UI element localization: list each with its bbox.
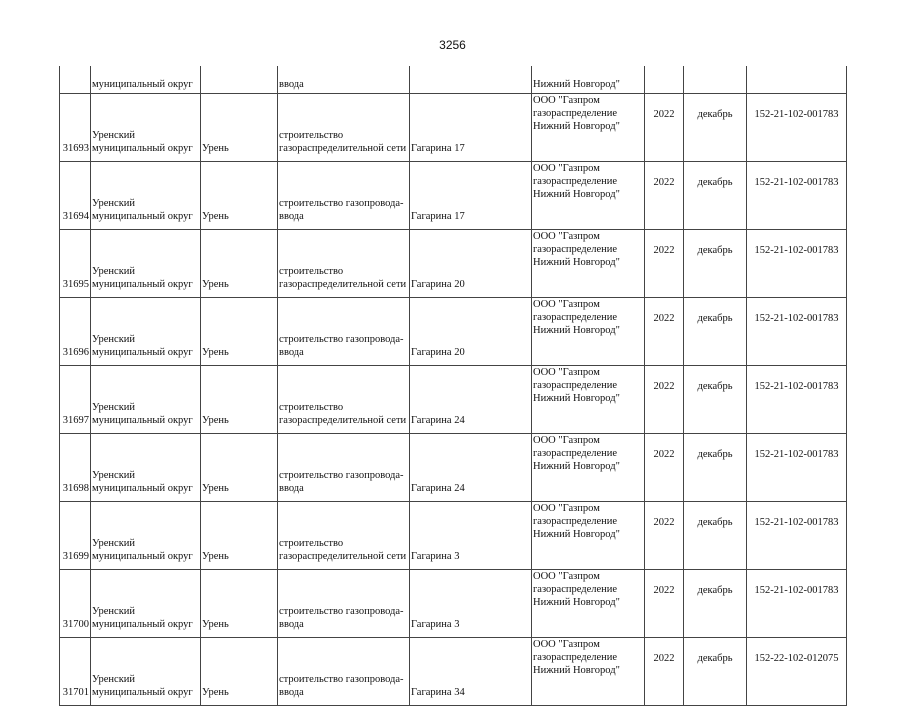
- table-row: [60, 434, 847, 502]
- table-row: [60, 94, 847, 162]
- cell-line: муниципальный округ: [92, 279, 193, 290]
- cell-locality: Урень: [201, 298, 278, 366]
- cell-code: 152-21-102-001783: [747, 94, 847, 162]
- cell-line: муниципальный округ: [92, 347, 193, 358]
- cell-line: газораспределительной сети: [279, 415, 407, 426]
- cell-line: Уренский: [92, 606, 136, 617]
- cell-locality: Урень: [201, 570, 278, 638]
- cell-year: 2022: [645, 366, 684, 434]
- cell-locality: Урень: [201, 230, 278, 298]
- cell-line: ООО "Газпром: [533, 367, 600, 378]
- cell-month: декабрь: [684, 298, 747, 366]
- cell-month: декабрь: [684, 570, 747, 638]
- cell-year: [645, 66, 684, 94]
- cell-locality: [201, 66, 278, 94]
- cell-line: Нижний Новгород": [533, 189, 620, 200]
- cell-line: Нижний Новгород": [533, 665, 620, 676]
- cell-line: Уренский: [92, 266, 136, 277]
- table-row: [60, 162, 847, 230]
- cell-year: 2022: [645, 298, 684, 366]
- cell-line: строительство газопровода-: [279, 334, 404, 345]
- cell-line: ввода: [279, 347, 304, 358]
- cell-line: ООО "Газпром: [533, 163, 600, 174]
- table-row: [60, 638, 847, 706]
- cell-year: 2022: [645, 638, 684, 706]
- cell-address: Гагарина 20: [410, 298, 532, 366]
- cell-organization: [532, 298, 645, 366]
- cell-line: газораспределение: [533, 516, 618, 527]
- cell-line: газораспределение: [533, 380, 618, 391]
- cell-municipality: [91, 94, 201, 162]
- table-row: [60, 502, 847, 570]
- cell-work: [278, 298, 410, 366]
- cell-month: декабрь: [684, 502, 747, 570]
- cell-municipality: [91, 162, 201, 230]
- cell-month: декабрь: [684, 434, 747, 502]
- cell-municipality: [91, 570, 201, 638]
- cell-num: 31697: [60, 366, 91, 434]
- cell-line: Нижний Новгород": [533, 393, 620, 404]
- cell-line: ООО "Газпром: [533, 299, 600, 310]
- cell-line: Уренский: [92, 130, 136, 141]
- cell-line: муниципальный округ: [92, 211, 193, 222]
- cell-num: 31694: [60, 162, 91, 230]
- cell-work: [278, 434, 410, 502]
- cell-address: [410, 66, 532, 94]
- cell-line: газораспределение: [533, 448, 618, 459]
- cell-line: Уренский: [92, 538, 136, 549]
- cell-work: [278, 162, 410, 230]
- cell-organization: [532, 638, 645, 706]
- cell-municipality: [91, 230, 201, 298]
- cell-line: ООО "Газпром: [533, 231, 600, 242]
- cell-line: ООО "Газпром: [533, 503, 600, 514]
- cell-line: строительство газопровода-: [279, 470, 404, 481]
- cell-municipality: муниципальный округ: [91, 66, 201, 94]
- cell-address: Гагарина 17: [410, 162, 532, 230]
- cell-line: Уренский: [92, 470, 136, 481]
- cell-year: 2022: [645, 162, 684, 230]
- cell-work: ввода: [278, 66, 410, 94]
- cell-organization: [532, 94, 645, 162]
- cell-year: 2022: [645, 502, 684, 570]
- cell-month: декабрь: [684, 230, 747, 298]
- cell-year: 2022: [645, 434, 684, 502]
- cell-municipality: [91, 638, 201, 706]
- cell-code: 152-22-102-012075: [747, 638, 847, 706]
- cell-locality: Урень: [201, 94, 278, 162]
- cell-locality: Урень: [201, 366, 278, 434]
- cell-work: [278, 502, 410, 570]
- cell-organization: [532, 162, 645, 230]
- cell-organization: [532, 502, 645, 570]
- cell-address: Гагарина 24: [410, 434, 532, 502]
- cell-code: [747, 66, 847, 94]
- cell-address: Гагарина 17: [410, 94, 532, 162]
- cell-num: 31698: [60, 434, 91, 502]
- cell-line: ООО "Газпром: [533, 571, 600, 582]
- cell-locality: Урень: [201, 434, 278, 502]
- cell-year: 2022: [645, 94, 684, 162]
- cell-year: 2022: [645, 570, 684, 638]
- cell-municipality: [91, 298, 201, 366]
- cell-address: Гагарина 3: [410, 502, 532, 570]
- cell-line: Уренский: [92, 402, 136, 413]
- cell-num: 31701: [60, 638, 91, 706]
- cell-line: строительство: [279, 402, 344, 413]
- cell-num: 31695: [60, 230, 91, 298]
- cell-municipality: [91, 502, 201, 570]
- cell-line: Нижний Новгород": [533, 529, 620, 540]
- cell-line: муниципальный округ: [92, 551, 193, 562]
- cell-line: газораспределительной сети: [279, 143, 407, 154]
- cell-line: Уренский: [92, 334, 136, 345]
- table-row: [60, 230, 847, 298]
- cell-address: Гагарина 24: [410, 366, 532, 434]
- cell-line: строительство: [279, 538, 344, 549]
- cell-line: ввода: [279, 211, 304, 222]
- table-row: [60, 298, 847, 366]
- cell-line: ввода: [279, 687, 304, 698]
- cell-organization: [532, 570, 645, 638]
- cell-address: Гагарина 3: [410, 570, 532, 638]
- records-table: [59, 66, 847, 706]
- cell-num: 31700: [60, 570, 91, 638]
- cell-line: Нижний Новгород": [533, 121, 620, 132]
- cell-month: декабрь: [684, 162, 747, 230]
- cell-line: Нижний Новгород": [533, 461, 620, 472]
- cell-code: 152-21-102-001783: [747, 434, 847, 502]
- cell-line: ООО "Газпром: [533, 639, 600, 650]
- cell-num: 31699: [60, 502, 91, 570]
- cell-line: муниципальный округ: [92, 143, 193, 154]
- cell-line: газораспределение: [533, 652, 618, 663]
- cell-line: газораспределение: [533, 584, 618, 595]
- cell-month: декабрь: [684, 638, 747, 706]
- cell-locality: Урень: [201, 502, 278, 570]
- cell-line: Уренский: [92, 674, 136, 685]
- cell-num: 31696: [60, 298, 91, 366]
- cell-year: 2022: [645, 230, 684, 298]
- cell-work: [278, 570, 410, 638]
- cell-organization: [532, 434, 645, 502]
- cell-line: газораспределение: [533, 312, 618, 323]
- cell-municipality: [91, 366, 201, 434]
- cell-code: 152-21-102-001783: [747, 230, 847, 298]
- cell-line: муниципальный округ: [92, 687, 193, 698]
- cell-line: газораспределение: [533, 108, 618, 119]
- cell-organization: [532, 230, 645, 298]
- cell-municipality: [91, 434, 201, 502]
- cell-month: декабрь: [684, 94, 747, 162]
- cell-month: [684, 66, 747, 94]
- cell-code: 152-21-102-001783: [747, 162, 847, 230]
- cell-line: ввода: [279, 483, 304, 494]
- cell-code: 152-21-102-001783: [747, 570, 847, 638]
- cell-work: [278, 230, 410, 298]
- cell-address: Гагарина 34: [410, 638, 532, 706]
- cell-line: ООО "Газпром: [533, 95, 600, 106]
- cell-line: газораспределительной сети: [279, 279, 407, 290]
- cell-line: газораспределительной сети: [279, 551, 407, 562]
- cell-line: ввода: [279, 619, 304, 630]
- cell-work: [278, 638, 410, 706]
- cell-line: Нижний Новгород": [533, 597, 620, 608]
- cell-work: [278, 366, 410, 434]
- cell-line: газораспределение: [533, 176, 618, 187]
- cell-line: муниципальный округ: [92, 483, 193, 494]
- table-row: [60, 366, 847, 434]
- cell-work: [278, 94, 410, 162]
- cell-line: Нижний Новгород": [533, 257, 620, 268]
- cell-month: декабрь: [684, 366, 747, 434]
- cell-address: Гагарина 20: [410, 230, 532, 298]
- cell-line: Уренский: [92, 198, 136, 209]
- cell-num: [60, 66, 91, 94]
- cell-organization: Нижний Новгород": [532, 66, 645, 94]
- cell-line: Нижний Новгород": [533, 325, 620, 336]
- table-row: [60, 570, 847, 638]
- cell-line: строительство газопровода-: [279, 198, 404, 209]
- cell-line: строительство: [279, 130, 344, 141]
- cell-line: строительство: [279, 266, 344, 277]
- cell-code: 152-21-102-001783: [747, 366, 847, 434]
- cell-num: 31693: [60, 94, 91, 162]
- cell-line: газораспределение: [533, 244, 618, 255]
- cell-line: ООО "Газпром: [533, 435, 600, 446]
- cell-line: строительство газопровода-: [279, 606, 404, 617]
- page-number: 3256: [439, 38, 466, 52]
- cell-locality: Урень: [201, 638, 278, 706]
- cell-line: муниципальный округ: [92, 619, 193, 630]
- cell-organization: [532, 366, 645, 434]
- cell-line: муниципальный округ: [92, 415, 193, 426]
- cell-code: 152-21-102-001783: [747, 502, 847, 570]
- cell-code: 152-21-102-001783: [747, 298, 847, 366]
- cell-line: строительство газопровода-: [279, 674, 404, 685]
- cell-locality: Урень: [201, 162, 278, 230]
- continued-row: [60, 66, 847, 94]
